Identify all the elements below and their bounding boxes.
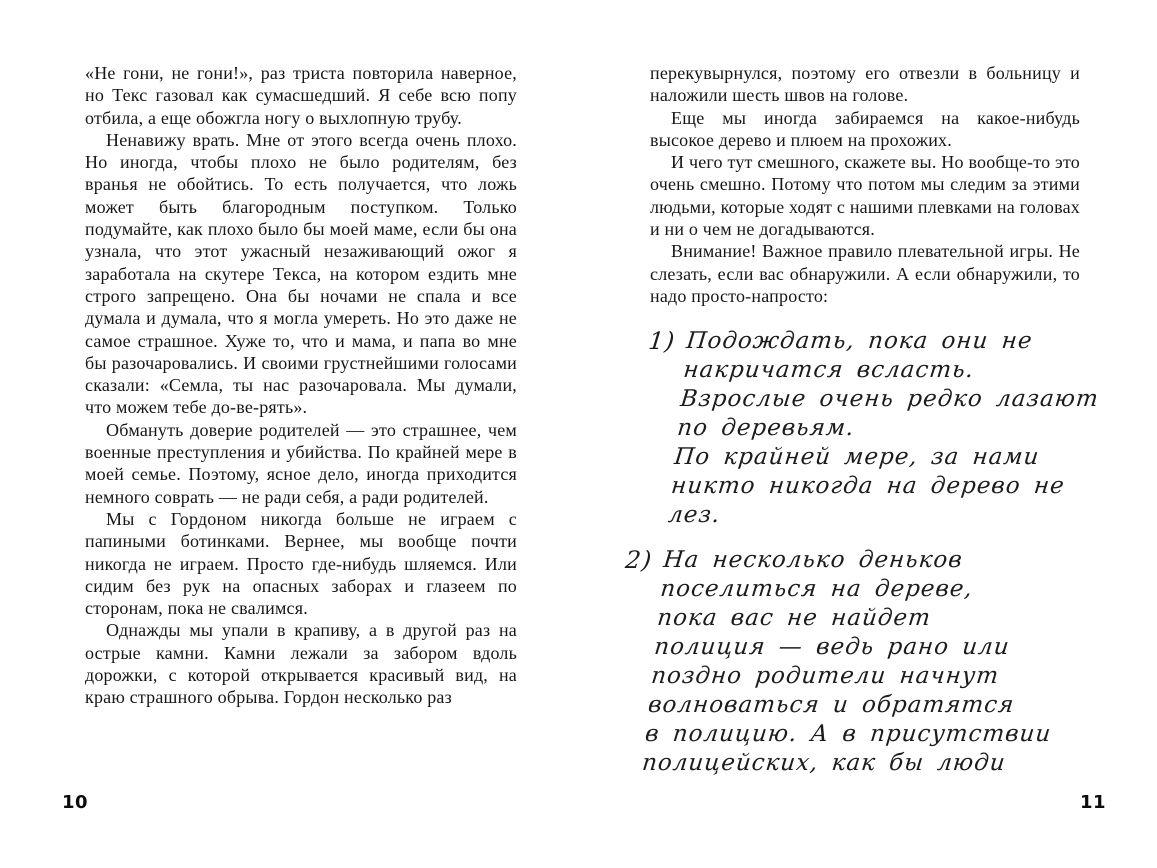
paragraph: Еще мы иногда забираемся на какое-нибудь высокое дерево и плюем на прохожих. [650,107,1080,150]
handwritten-item-2 [603,546,1057,778]
paragraph: Обмануть доверие родителей — это страшнее, чем военные преступления и убийства. По крайней мере в моей семье. Поэтому, ясное дело, иногда приходится немного соврать — не ради себя, а ради родителей. [85,419,517,507]
handwritten-line: в полицию. А в присутствии [643,721,1053,748]
paragraph: Однажды мы упали в крапиву, а в другой раз на острые камни. Камни лежали за забором вдоль дорожки, с которой открывается красивый вид, на краю страшного обрыва. Гордон несколько раз [85,620,517,708]
handwritten-item-2-lines [641,546,1071,778]
page-number-right: 11 [1080,792,1107,813]
handwritten-item-1-lines [667,327,1107,530]
handwritten-line: накричатся всласть. [682,357,976,384]
handwritten-line: поселиться на дереве, [659,576,975,603]
handwritten-line: На несколько деньков [662,547,965,574]
list-marker-1: 1) [647,327,677,356]
handwritten-item-1 [629,327,1101,530]
handwritten-line: поздно родители начнут [649,663,1001,690]
handwritten-line: по деревьям. [676,415,856,442]
paragraph: Мы с Гордоном никогда больше не играем с папиными ботинками. Вернее, мы вообще почти никогда не играем. Просто где-нибудь шляемся. Или сидим без рук на опасных заборах и глазеем по сторонам, пока не свалимся. [85,508,517,619]
handwritten-list [603,327,1101,778]
right-page-text-column [624,62,1101,794]
handwritten-line: волноваться и обратятся [646,692,1016,719]
handwritten-line: По крайней мере, за нами [672,444,1041,471]
paragraph: «Не гони, не гони!», раз триста повторила наверное, но Текс газовал как сумасшедший. Я себе всю попу отбила, а еще обожгла ногу о выхлопную трубу. [85,63,517,128]
handwritten-line: полицейских, как бы люди [640,750,1008,777]
paragraph: Ненавижу врать. Мне от этого всегда очень плохо. Но иногда, чтобы плохо не было родителям, без вранья не обойтись. То есть получается, что ложь может быть благородным поступком. Только подумайте, как плохо было бы моей маме, если бы она узнала, что этот ужасный незаживающий ожог я заработала на скутере Текса, на котором ездить мне строго запрещено. Она бы ночами не спала и все думала и думала, что я могла умереть. Но это даже не самое страшное. Хуже то, что и мама, и папа во мне бы разочаровались. И своими грустнейшими голосами сказали: «Семла, ты нас разочаровала. Мы думали, что можем тебе до-ве-рять». [85,129,517,418]
handwritten-line: Подождать, пока они не [685,328,1034,355]
paragraph: Внимание! Важное правило плевательной игры. Не слезать, если вас обнаружили. А если обнаружили, то надо просто-напросто: [650,241,1080,306]
handwritten-line: пока вас не найдет [656,605,933,632]
list-marker-2: 2) [624,546,654,575]
handwritten-line: никто никогда на дерево не [669,473,1067,500]
left-page-text-column [85,62,517,709]
page-number-left: 10 [62,792,89,813]
paragraph: перекувырнулся, поэтому его отвезли в больницу и наложили шесть швов на голове. [650,63,1080,106]
handwritten-line: лез. [666,502,722,529]
handwritten-line: Взрослые очень редко лазают [679,386,1101,413]
handwritten-line: полиция — ведь рано или [653,634,1011,661]
paragraph: И чего тут смешного, скажете вы. Но вообще-то это очень смешно. Потому что потом мы следим за этими людьми, которые ходят с нашими плевками на головах и ни о чем не догадываются. [650,152,1080,240]
